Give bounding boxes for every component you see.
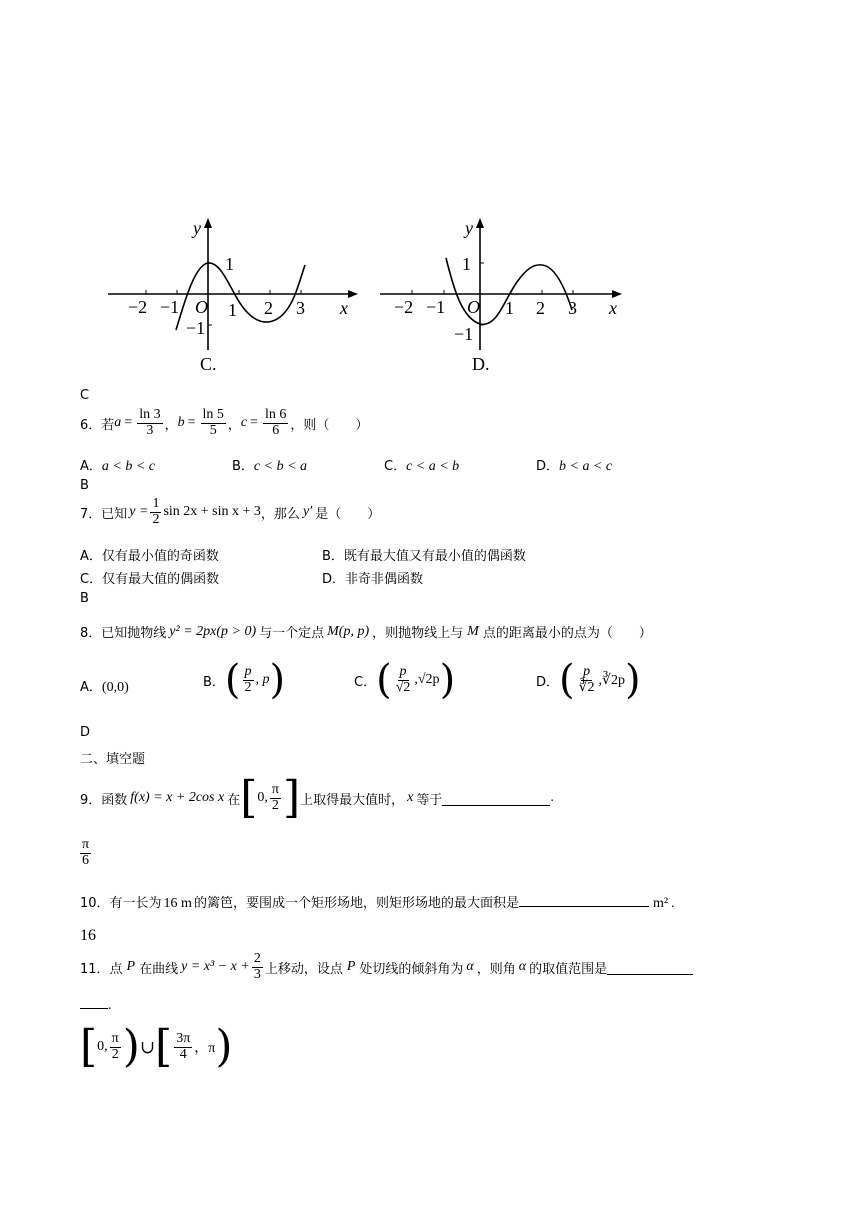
q7-option-d: D．非奇非偶函数 xyxy=(322,572,424,587)
x-axis-label: x xyxy=(609,298,617,318)
var-c: c xyxy=(240,415,248,431)
q6-stem: 6．若 a = $\frac{\ln 3}{3}$ ， b = $\frac{\ln 5}{5}$ ， c = $\frac{\ln 6}{6}$ ，则（ ） xyxy=(80,407,369,438)
q8-option-c: C． ( $\frac{p}{√2}$ ,√2p ) xyxy=(354,657,456,703)
var-a: a xyxy=(114,415,122,431)
tick-label: −1 xyxy=(160,297,180,317)
q8-option-b: B． ( $\frac{p}{2}$ , p ) xyxy=(203,657,286,703)
q6-option-a: A．a < b < c xyxy=(80,459,156,474)
tick-label: −1 xyxy=(426,297,446,317)
graph-c xyxy=(100,210,370,380)
tick-label: 3 xyxy=(568,298,577,318)
q5-answer: C xyxy=(80,388,90,403)
tick-label: −2 xyxy=(128,297,148,317)
answer-blank[interactable] xyxy=(442,791,550,806)
q11-blank-continued: . xyxy=(80,994,112,1014)
x-axis-label: x xyxy=(340,298,348,318)
q8-option-d: D． ( $\frac{p}{∛2}$ ,∛2p ) xyxy=(536,657,641,703)
q10-answer: 16 xyxy=(80,927,96,944)
tick-label: −1 xyxy=(186,318,206,338)
q11-answer: [ 0, $\frac{\pi}{2}$ ) ∪ [ $\frac{3\pi}{4}$ ，π ) xyxy=(80,1021,233,1072)
q8-option-a: A．(0,0) xyxy=(80,680,129,695)
section-heading: 二、填空题 xyxy=(80,752,146,767)
q10-stem: 10．有一长为 16 m 的篱笆，要围成一个矩形场地，则矩形场地的最大面积是 m² . xyxy=(80,892,675,912)
tick-label: 1 xyxy=(225,254,234,274)
fraction-c: $\frac{\ln 6}{6}$ xyxy=(265,407,287,438)
q6-option-b: B．c < b < a xyxy=(232,459,308,474)
tick-label: −2 xyxy=(394,297,414,317)
y-axis-label: y xyxy=(465,218,473,238)
q8-stem: 8．已知抛物线 y² = 2px(p > 0) 与一个定点 M(p, p) ，则抛物线上与 M 点的距离最小的点为（ ） xyxy=(80,623,652,641)
q7-option-c: C．仅有最大值的偶函数 xyxy=(80,572,220,587)
fraction-a: $\frac{\ln 3}{3}$ xyxy=(139,407,161,438)
fraction-half: $\frac{1}{2}$ xyxy=(152,496,160,527)
tick-label: 2 xyxy=(536,298,545,318)
q11-stem: 11．点 P 在曲线 y = x³ − x + $\frac{2}{3}$ 上移动，设点 P 处切线的倾斜角为 α ，则角 α 的取值范围是 xyxy=(80,952,693,982)
y-axis-label: y xyxy=(193,218,201,238)
q6-answer: B xyxy=(80,478,89,493)
q7-option-b: B．既有最大值又有最小值的偶函数 xyxy=(322,549,526,564)
answer-blank[interactable] xyxy=(607,960,693,975)
origin-label: O xyxy=(467,297,480,317)
tick-label: 1 xyxy=(462,254,471,274)
tick-label: 3 xyxy=(296,298,305,318)
answer-blank[interactable] xyxy=(519,892,649,907)
q7-stem: 7．已知 y = $\frac{1}{2}$ sin 2x + sin x + 3 ，那么 y′ 是（ ） xyxy=(80,496,381,527)
figure-caption: C. xyxy=(200,354,217,374)
tick-label: 2 xyxy=(264,298,273,318)
tick-label: −1 xyxy=(454,324,474,344)
q6-option-c: C．c < a < b xyxy=(384,459,460,474)
q6-option-d: D．b < a < c xyxy=(536,459,613,474)
q7-answer: B xyxy=(80,591,89,606)
q8-answer: D xyxy=(80,725,91,740)
q7-option-a: A．仅有最小值的奇函数 xyxy=(80,549,219,564)
figure-caption: D. xyxy=(472,354,490,374)
q9-stem: 9．函数 f(x) = x + 2cos x 在 [ 0, $\frac{\pi}{2}$ ] 上取得最大值时， x 等于 . xyxy=(80,772,554,823)
q6-number: 6．若 xyxy=(80,417,115,433)
graph-d xyxy=(372,210,642,380)
var-b: b xyxy=(177,415,185,431)
q9-answer: $\frac{\pi}{6}$ xyxy=(82,837,90,868)
tick-label: 1 xyxy=(505,298,514,318)
fraction-b: $\frac{\ln 5}{5}$ xyxy=(202,407,224,438)
answer-blank[interactable] xyxy=(80,994,108,1009)
origin-label: O xyxy=(195,297,208,317)
tick-label: 1 xyxy=(228,300,237,320)
